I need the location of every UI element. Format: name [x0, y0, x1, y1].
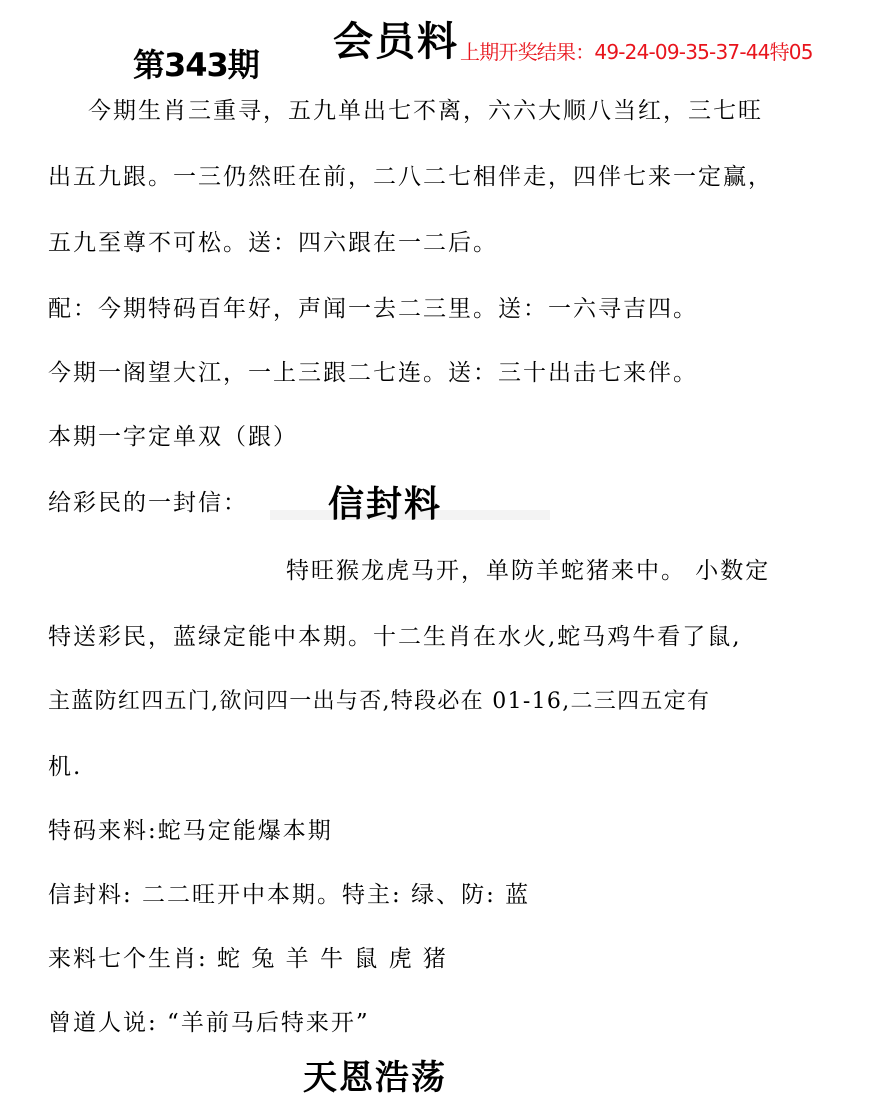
extra-line-2: 信封料: 二二旺开中本期。特主: 绿、防: 蓝 — [48, 882, 531, 908]
body-line-5: 今期一阁望大江，一上三跟二七连。送：三十出击七来伴。 — [48, 360, 698, 386]
letter-intro: 给彩民的一封信： — [48, 490, 248, 516]
member-material-title: 会员料 — [333, 18, 459, 65]
extra-line-4: 曾道人说: “羊前马后特来开” — [48, 1010, 370, 1036]
issue-number: 第343期 — [133, 46, 259, 84]
letter-line-3: 主蓝防红四五门,欲问四一出与否,特段必在 01-16,二三四五定有 — [48, 689, 711, 714]
body-line-1: 今期生肖三重寻，五九单出七不离，六六大顺八当红，三七旺 — [88, 98, 763, 124]
body-line-2: 出五九跟。一三仍然旺在前，二八二七相伴走，四伴七来一定赢， — [48, 164, 773, 190]
letter-line-2: 特送彩民，蓝绿定能中本期。十二生肖在水火,蛇马鸡牛看了鼠, — [48, 624, 742, 650]
last-draw-result: 上期开奖结果：49-24-09-35-37-44特05 — [460, 40, 813, 64]
letter-line-1: 特旺猴龙虎马开，单防羊蛇猪来中。 小数定 — [286, 558, 771, 584]
letter-line-4: 机. — [48, 754, 83, 780]
blessing-footer: 天恩浩荡 — [303, 1058, 447, 1098]
extra-line-1: 特码来料:蛇马定能爆本期 — [48, 818, 333, 844]
body-line-6: 本期一字定单双（跟） — [48, 424, 298, 450]
letter-title: 信封料 — [328, 483, 443, 525]
body-line-3: 五九至尊不可松。送：四六跟在一二后。 — [48, 230, 498, 256]
body-line-4: 配：今期特码百年好，声闻一去二三里。送：一六寻吉四。 — [48, 296, 698, 322]
extra-line-3: 来料七个生肖: 蛇 兔 羊 牛 鼠 虎 猪 — [48, 946, 448, 972]
